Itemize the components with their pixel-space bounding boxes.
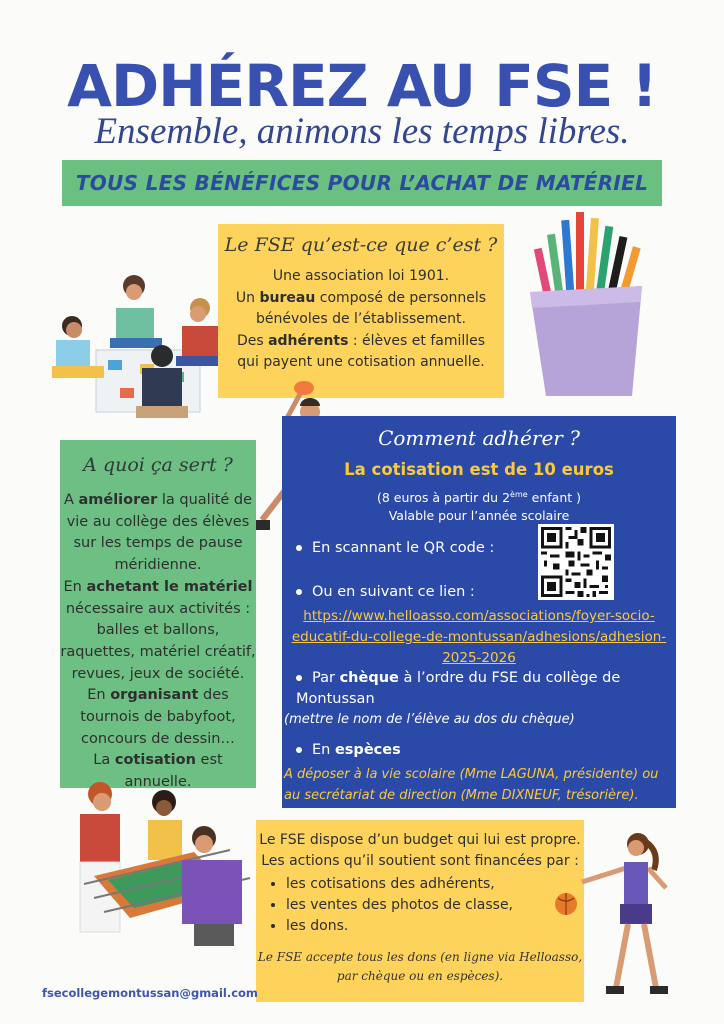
benefits-banner [62, 160, 662, 206]
note1-post: enfant ) [527, 490, 582, 506]
what-line-3-post: : élèves et familles qui payent une cotisation annuelle. [237, 332, 486, 370]
cheque-bold: chèque [339, 670, 399, 686]
note1-pre: (8 euros à partir du 2 [376, 490, 511, 506]
pencil-cup-illustration [526, 206, 656, 402]
use-p4-pre: La [93, 752, 115, 769]
bullet-cash [296, 742, 401, 758]
foosball-kids-illustration [54, 780, 270, 952]
cheque-post: à l’ordre du FSE du collège de Montussan [296, 670, 621, 707]
budget-box [256, 820, 584, 1002]
use-p1-post: la qualité de vie au collège des élèves sur les temps de pause méridienne. [66, 492, 253, 574]
what-line-2-post: composé de personnels bénévoles de l’établissement. [256, 289, 487, 327]
bullet-qr [296, 540, 494, 556]
what-line-1: Une association loi 1901. [272, 268, 450, 284]
use-p3-post: des tournois de babyfoot, concours de dessin… [80, 687, 236, 747]
cash-pre: En [312, 742, 335, 758]
use-p1-bold: améliorer [78, 492, 158, 508]
helloasso-link[interactable]: https://www.helloasso.com/associations/foyer-socio-educatif-du-college-de-montussan/adhesions/adhesion-2025-2026 [291, 608, 667, 666]
use-p1-pre: A [63, 492, 79, 508]
membership-note [282, 486, 676, 525]
budget-intro: Le FSE dispose d’un budget qui lui est propre. Les actions qu’il soutient sont financées par : [259, 832, 581, 869]
what-is-fse-heading: Le FSE qu’est-ce que c’est ? [224, 234, 498, 256]
benefits-banner-text: TOUS LES BÉNÉFICES POUR L’ACHAT DE MATÉRIEL [75, 171, 649, 195]
cheque-pre: Par [312, 670, 340, 686]
what-for-heading: A quoi ça sert ? [83, 454, 233, 476]
poster-title: ADHÉREZ AU FSE ! [67, 52, 657, 120]
use-p3-bold: organisant [110, 687, 199, 704]
what-for-text [60, 490, 256, 794]
contact-email[interactable]: fsecollegemontussan@gmail.com [42, 986, 258, 1000]
basketball-player-illustration [552, 828, 682, 1004]
how-to-join-heading: Comment adhérer ? [378, 426, 580, 450]
what-is-fse-text [224, 266, 498, 374]
membership-price: La cotisation est de 10 euros [344, 460, 614, 479]
cheque-note: (mettre le nom de l’élève au dos du chèque) [284, 712, 575, 727]
what-line-2-bold: bureau [259, 289, 316, 306]
what-line-3-bold: adhérents [268, 332, 349, 349]
kids-boardgame-illustration [50, 268, 238, 432]
use-p2-post: nécessaire aux activités : balles et ballons, raquettes, matériel créatif, revues, jeux de société. [60, 600, 256, 682]
bullet-link-text: Ou en suivant ce lien : [312, 584, 475, 600]
use-p4-bold: cotisation [114, 752, 196, 769]
use-p2-bold: achetant le matériel [86, 578, 253, 595]
funding-item: • les ventes des photos de classe, [286, 895, 513, 916]
how-to-join-box [282, 416, 676, 808]
cash-note: A déposer à la vie scolaire (Mme LAGUNA, présidente) ou au secrétariat de direction (Mme DIXNEUF, trésorière). [284, 767, 659, 803]
funding-item: • les cotisations des adhérents, [286, 874, 513, 895]
funding-list [268, 874, 513, 937]
use-p3-pre: En [87, 687, 111, 704]
use-p2-pre: En [63, 578, 87, 595]
what-line-3-pre: Des [236, 332, 269, 349]
qr-code[interactable] [538, 524, 614, 600]
funding-item: • les dons. [286, 916, 513, 937]
bullet-qr-text: En scannant le QR code : [312, 540, 495, 556]
what-is-fse-box [218, 224, 504, 398]
bullet-cheque [296, 668, 672, 710]
note2: Valable pour l’année scolaire [388, 508, 570, 524]
poster-subtitle: Ensemble, animons les temps libres. [94, 111, 630, 152]
bullet-link [296, 584, 475, 600]
use-p4-post: est annuelle. [124, 752, 223, 791]
what-line-2-pre: Un [235, 289, 260, 306]
donations-note: Le FSE accepte tous les dons (en ligne via Helloasso, par chèque ou en espèces). [257, 950, 583, 983]
cash-bold: espèces [334, 742, 401, 758]
note1-sup: ème [510, 490, 528, 499]
what-for-box [60, 440, 256, 791]
